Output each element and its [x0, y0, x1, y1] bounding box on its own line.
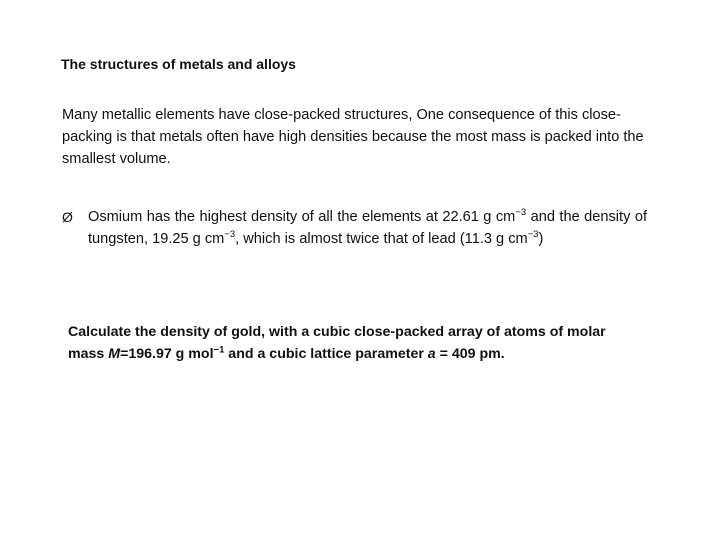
slide-title: The structures of metals and alloys [61, 56, 296, 72]
bullet-text-part: Osmium has the highest density of all the elements at 22.61 g cm [88, 209, 516, 225]
bullet-text-part: ) [538, 231, 544, 247]
question-text [68, 321, 638, 365]
exponent: −3 [224, 229, 236, 241]
question-text-part: and a cubic lattice parameter [224, 346, 428, 362]
bullet-item-osmium [62, 206, 647, 250]
question-text-part: Calculate the density of gold, with a cubic close-packed array of atoms of molar mass [68, 324, 606, 362]
variable-molar-mass: M [108, 346, 121, 362]
question-text-part: = 409 pm. [435, 346, 505, 362]
bullet-text-part: , which is almost twice that of lead (11.3 g cm [235, 231, 528, 247]
exponent: −3 [515, 207, 527, 219]
arrow-bullet-icon: Ø [62, 209, 73, 225]
exponent: −3 [527, 229, 539, 241]
bullet-text-part: and the density of tungsten, 19.25 g cm [88, 209, 647, 247]
exponent: −1 [213, 344, 225, 356]
intro-paragraph: Many metallic elements have close-packed structures, One consequence of this close-packing is that metals often have high densities because the most mass is packed into the smallest volume. [62, 107, 644, 167]
variable-lattice-parameter: a [427, 346, 436, 362]
question-text-part: =196.97 g mol [120, 346, 214, 362]
